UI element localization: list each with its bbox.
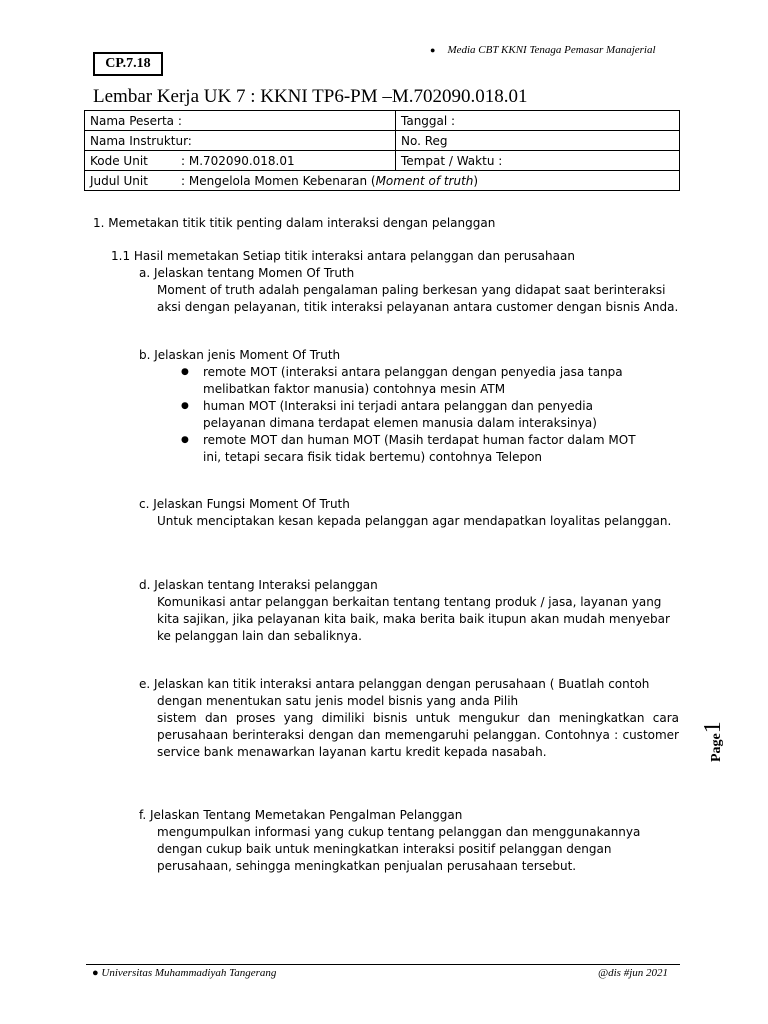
nama-peserta-cell: Nama Peserta : xyxy=(85,111,396,131)
question-f xyxy=(139,807,679,875)
question-d-text: d. Jelaskan tentang Interaksi pelanggan xyxy=(139,578,378,592)
question-c xyxy=(139,496,679,530)
footer-divider xyxy=(86,964,680,965)
footer-date: @dis #jun 2021 xyxy=(598,967,669,979)
sub-section-heading: 1.1 Hasil memetakan Setiap titik interaksi antara pelanggan dan perusahaan xyxy=(111,249,575,263)
page-number xyxy=(700,721,727,762)
table-row xyxy=(85,171,680,191)
question-e xyxy=(139,676,679,761)
question-a-text: a. Jelaskan tentang Momen Of Truth xyxy=(139,266,355,280)
answer-a-text: Moment of truth adalah pengalaman paling berkesan yang didapat saat berinteraksi aksi dengan pelayanan, titik interaksi pelayanan antara customer dengan bisnis Anda. xyxy=(157,283,679,314)
table-row xyxy=(85,131,680,151)
bullet-icon: ● xyxy=(430,45,436,55)
header-note xyxy=(430,44,656,56)
nama-instruktur-cell: Nama Instruktur: xyxy=(85,131,396,151)
list-item: ● human MOT (Interaksi ini terjadi antara pelanggan dan penyedia pelayanan dimana terdapat elemen manusia dalam interaksinya) xyxy=(179,398,649,432)
question-a xyxy=(139,265,679,316)
footer-institution: ● Universitas Muhammadiyah Tangerang xyxy=(92,967,277,979)
kode-unit-cell xyxy=(85,151,396,171)
document-code: CP.7.18 xyxy=(105,56,151,71)
question-c-text: c. Jelaskan Fungsi Moment Of Truth xyxy=(139,497,350,511)
judul-unit-close: ) xyxy=(473,173,479,188)
participant-info-table xyxy=(84,110,680,191)
answer-b-list xyxy=(179,364,649,466)
kode-unit-value: : M.702090.018.01 xyxy=(181,153,295,168)
question-f-text: f. Jelaskan Tentang Memetakan Pengalman Pelanggan xyxy=(139,808,463,822)
answer-c-text: Untuk menciptakan kesan kepada pelanggan agar mendapatkan loyalitas pelanggan. xyxy=(157,514,672,528)
question-b-text: b. Jelaskan jenis Moment Of Truth xyxy=(139,348,341,362)
table-row xyxy=(85,151,680,171)
question-b xyxy=(139,347,679,466)
question-e-text: e. Jelaskan kan titik interaksi antara pelanggan dengan perusahaan ( Buatlah contoh dengan menentukan satu jenis model bisnis yang anda Pilih xyxy=(139,677,650,708)
answer-d-text: Komunikasi antar pelanggan berkaitan tentang tentang produk / jasa, layanan yang kita sajikan, jika pelayanan kita baik, maka berita baik itupun akan mudah menyebar ke pelanggan lain dan sebaliknya. xyxy=(157,595,670,643)
judul-unit-italic: Moment of truth xyxy=(375,173,474,188)
page-title: Lembar Kerja UK 7 : KKNI TP6-PM –M.702090.018.01 xyxy=(93,86,528,107)
judul-unit-value: : Mengelola Momen Kebenaran ( xyxy=(181,173,376,188)
judul-unit-cell xyxy=(85,171,680,191)
no-reg-cell: No. Reg xyxy=(396,131,680,151)
answer-e-text: sistem dan proses yang dimiliki bisnis untuk mengukur dan meningkatkan cara perusahaan berinteraksi dengan dan memengaruhi pelanggan. Contohnya : customer service bank menawarkan layanan kartu kredit kepada nasabah. xyxy=(157,711,679,759)
document-code-box xyxy=(93,52,163,76)
question-d xyxy=(139,577,679,645)
header-note-text: Media CBT KKNI Tenaga Pemasar Manajerial xyxy=(447,44,656,56)
section-heading: 1. Memetakan titik titik penting dalam interaksi dengan pelanggan xyxy=(93,216,496,230)
table-row xyxy=(85,111,680,131)
answer-f-text: mengumpulkan informasi yang cukup tentang pelanggan dan menggunakannya dengan cukup baik untuk meningkatkan interaksi positif pelanggan dengan perusahaan, sehingga meningkatkan penjualan perusahaan tersebut. xyxy=(157,825,641,873)
page-digit: 1 xyxy=(700,721,726,734)
kode-unit-label: Kode Unit xyxy=(90,153,148,168)
page-word: Page xyxy=(709,733,724,762)
list-item: ● remote MOT (interaksi antara pelanggan dengan penyedia jasa tanpa melibatkan faktor manusia) contohnya mesin ATM xyxy=(179,364,649,398)
list-item: ● remote MOT dan human MOT (Masih terdapat human factor dalam MOT ini, tetapi secara fisik tidak bertemu) contohnya Telepon xyxy=(179,432,649,466)
tempat-waktu-cell: Tempat / Waktu : xyxy=(396,151,680,171)
tanggal-cell: Tanggal : xyxy=(396,111,680,131)
judul-unit-label: Judul Unit xyxy=(90,173,148,188)
